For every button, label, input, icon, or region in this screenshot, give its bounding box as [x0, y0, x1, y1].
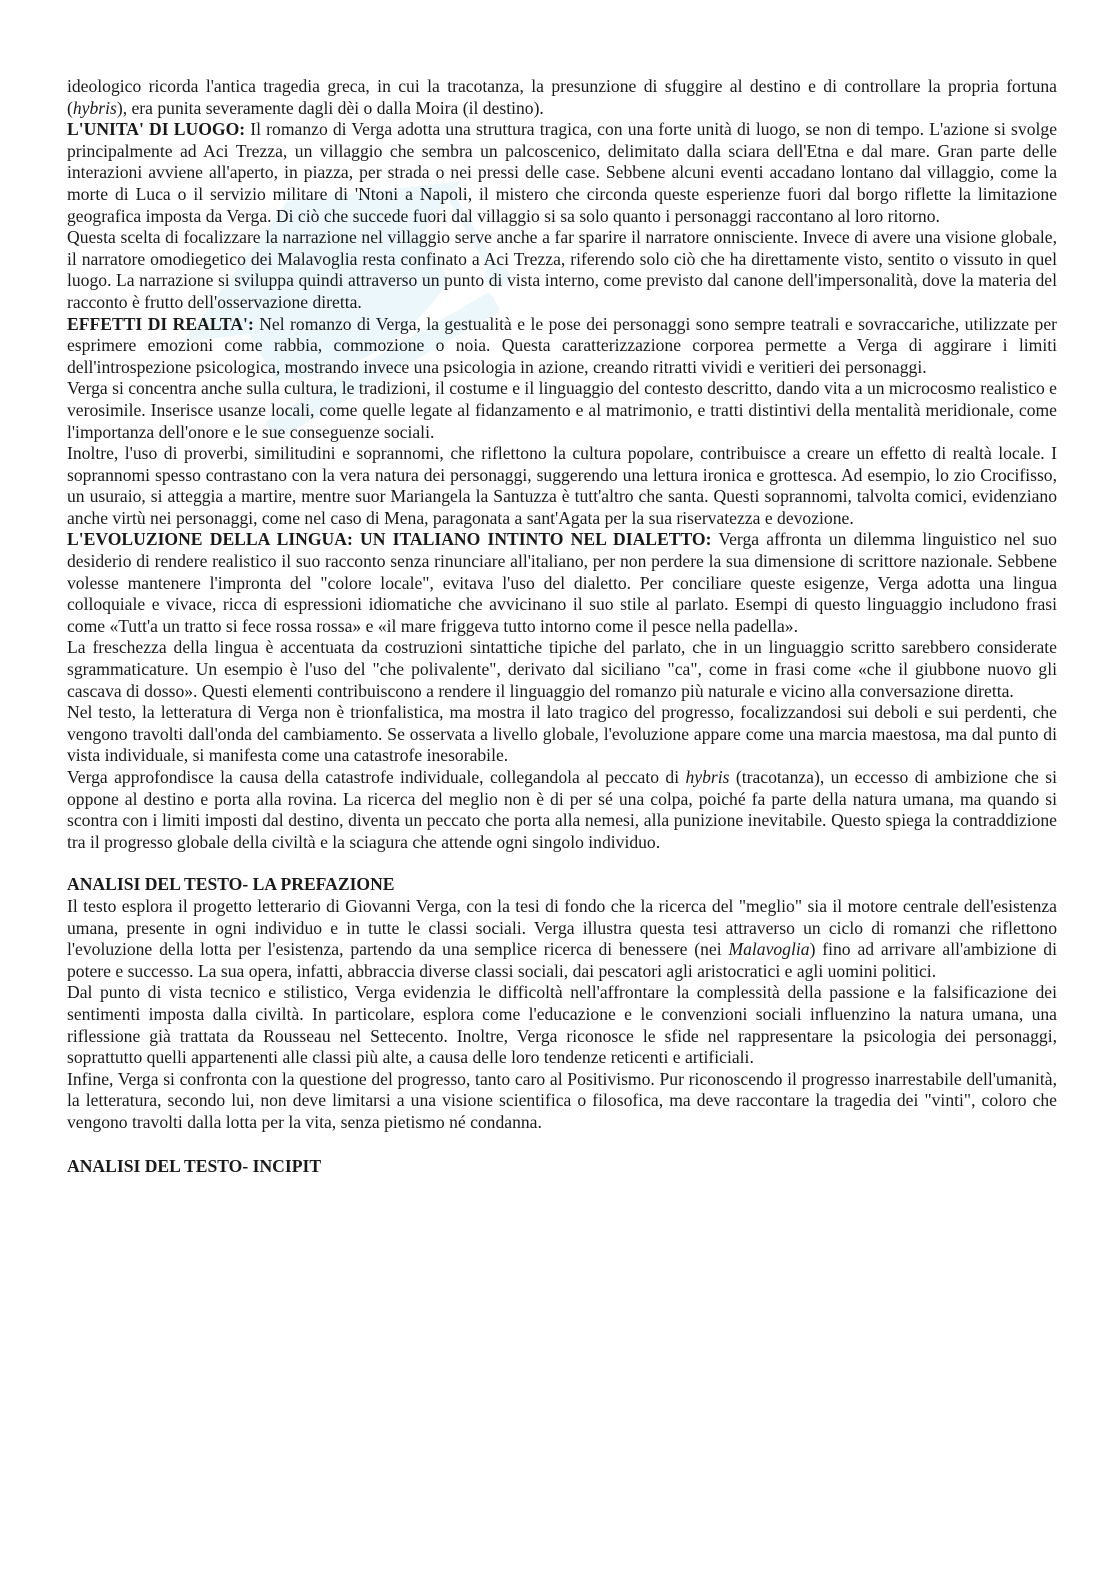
paragraph: [67, 767, 1057, 853]
section-heading-incipit: ANALISI DEL TESTO- INCIPIT: [67, 1155, 322, 1176]
paragraph: [67, 982, 1057, 1068]
paragraph: [67, 76, 1057, 119]
paragraph-text: Dal punto di vista tecnico e stilistico, Verga evidenzia le difficoltà nell'affrontare la complessità della passione e la falsificazione dei sentimenti imposta dalla civiltà. In particolare, esplora come l'educazione e le convenzioni sociali influenzino la natura umana, una riflessione già trattata da Rousseau nel Settecento. Inoltre, Verga riconosce le sfide nel rappresentare la psicologia dei personaggi, soprattutto quelli appartenenti alle classi più alte, a causa delle loro tendenze reticenti e artificiali.: [67, 982, 1057, 1068]
italic-term: hybris: [685, 767, 730, 787]
paragraph-text: ideologico ricorda l'antica tragedia greca, in cui la tracotanza, la presunzione di sfuggire al destino e di controllare la propria fortuna (: [67, 76, 1057, 118]
paragraph: [67, 1069, 1057, 1134]
paragraph: [67, 314, 1057, 379]
prefazione-text: [67, 896, 1057, 1134]
paragraph-text: Nel romanzo di Verga, la gestualità e le pose dei personaggi sono sempre teatrali e sovraccariche, utilizzate per esprimere emozioni come rabbia, commozione o noia. Questa caratterizzazione corporea permette a Verga di aggirare i limiti dell'introspezione psicologica, mostrando invece una psicologia in azione, creando ritratti vividi e veritieri dei personaggi.: [67, 313, 1057, 377]
paragraph-text: Verga affronta un dilemma linguistico nel suo desiderio di rendere realistico il suo racconto senza rinunciare all'italiano, per non perdere la sua dimensione di scrittore nazionale. Sebbene volesse mantenere l'impronta del "colore locale", evitava l'uso del dialetto. Per conciliare queste esigenze, Verga adotta una lingua colloquiale e vivace, ricca di espressioni idiomatiche che avvicinano il suo stile al parlato. Esempi di questo linguaggio includono frasi come «Tutt'a un tratto si fece rossa rossa» e «il mare friggeva tutto intorno come il pesce nella padella».: [67, 529, 1057, 636]
inline-heading: EFFETTI DI REALTA':: [67, 313, 254, 334]
paragraph-text: Verga si concentra anche sulla cultura, le tradizioni, il costume e il linguaggio del contesto descritto, dando vita a un microcosmo realistico e verosimile. Inserisce usanze locali, come quelle legate al fidanzamento e al matrimonio, e tratti distintivi della mentalità meridionale, come l'importanza dell'onore e le sue conseguenze sociali.: [67, 378, 1057, 442]
paragraph-text: Verga approfondisce la causa della catastrofe individuale, collegandola al peccato di: [67, 767, 686, 787]
paragraph: [67, 227, 1057, 313]
paragraph: [67, 529, 1057, 637]
italic-term: Malavoglia: [728, 939, 810, 960]
paragraph: [67, 119, 1057, 227]
paragraph: [67, 896, 1057, 982]
paragraph-text: Il testo esplora il progetto letterario di Giovanni Verga, con la tesi di fondo che la ricerca del "meglio" sia il motore centrale dell'esistenza umana, presente in ogni individuo e in tutte le classi sociali. Verga illustra questa tesi attraverso un ciclo di romanzi che riflettono l'evoluzione della lotta per l'esistenza, partendo da una semplice ricerca di benessere (nei: [67, 895, 1057, 960]
inline-heading: L'UNITA' DI LUOGO:: [67, 119, 246, 140]
paragraph-text: Questa scelta di focalizzare la narrazione nel villaggio serve anche a far sparire il narratore onnisciente. Invece di avere una visione globale, il narratore omodiegetico dei Malavoglia resta confinato a Aci Trezza, riferendo solo ciò che ha direttamente visto, sentito o vissuto in quel luogo. La narrazione si sviluppa quindi attraverso un punto di vista interno, come previsto dal canone dell'impersonalità, dove la materia del racconto è frutto dell'osservazione diretta.: [67, 227, 1057, 312]
paragraph-text: ), era punita severamente dagli dèi o dalla Moira (il destino).: [116, 97, 544, 118]
paragraph: [67, 378, 1057, 443]
paragraph: [67, 702, 1057, 767]
paragraph-text: Infine, Verga si confronta con la questione del progresso, tanto caro al Positivismo. Pur riconoscendo il progresso inarrestabile dell'umanità, la letteratura, secondo lui, non deve limitarsi a una visione scientifica o filosofica, ma deve raccontare la tragedia dei "vinti", coloro che vengono travolti dalla lotta per la vita, senza pietismo né condanna.: [67, 1068, 1057, 1132]
paragraph: [67, 443, 1057, 529]
main-text: [67, 76, 1057, 853]
section-heading-prefazione: ANALISI DEL TESTO- LA PREFAZIONE: [67, 874, 395, 895]
paragraph-text: Inoltre, l'uso di proverbi, similitudini e soprannomi, che riflettono la cultura popolare, contribuisce a creare un effetto di realtà locale. I soprannomi spesso contrastano con la vera natura dei personaggi, suggerendo una lettura ironica e grottesca. Ad esempio, lo zio Crocifisso, un usuraio, si atteggia a martire, mentre suor Mariangela la Santuzza è tutt'altro che santa. Questi soprannomi, talvolta comici, evidenziano anche virtù nei personaggi, come nel caso di Mena, paragonata a sant'Agata per la sua riservatezza e devozione.: [67, 443, 1057, 528]
inline-heading: L'EVOLUZIONE DELLA LINGUA: UN ITALIANO INTINTO NEL DIALETTO:: [67, 529, 712, 550]
paragraph-text: ) fino ad arrivare all'ambizione di potere e successo. La sua opera, infatti, abbraccia diverse classi sociali, dai pescatori agli aristocratici e agli uomini politici.: [67, 939, 1057, 981]
paragraph-text: Il romanzo di Verga adotta una struttura tragica, con una forte unità di luogo, se non di tempo. L'azione si svolge principalmente ad Aci Trezza, un villaggio che sembra un palcoscenico, delimitato dalla sciara dell'Etna e dal mare. Gran parte delle interazioni avviene all'aperto, in piazza, per strada o nei pressi delle case. Sebbene alcuni eventi accadano lontano dal villaggio, come la morte di Luca o il servizio militare di 'Ntoni a Napoli, il mistero che circonda queste esperienze fuori dal borgo riflette la limitazione geografica imposta da Verga. Di ciò che succede fuori dal villaggio si sa solo quanto i personaggi raccontano al loro ritorno.: [67, 119, 1057, 226]
paragraph-text: La freschezza della lingua è accentuata da costruzioni sintattiche tipiche del parlato, che in un linguaggio scritto sarebbero considerate sgrammaticature. Un esempio è l'uso del "che polivalente", derivato dal siciliano "ca", come in frasi come «che il giubbone nuovo gli cascava di dosso». Questi elementi contribuiscono a rendere il linguaggio del romanzo più naturale e vicino alla conversazione diretta.: [67, 637, 1057, 701]
document-body: [67, 76, 1057, 1177]
paragraph: [67, 637, 1057, 702]
paragraph-text: Nel testo, la letteratura di Verga non è trionfalistica, ma mostra il lato tragico del progresso, focalizzandosi sui deboli e sui perdenti, che vengono travolti dall'onda del cambiamento. Se osservata a livello globale, l'evoluzione appare come una marcia maestosa, ma dal punto di vista individuale, si manifesta come una catastrofe inesorabile.: [67, 702, 1057, 766]
italic-term: hybris: [72, 97, 117, 118]
paragraph-text: (tracotanza), un eccesso di ambizione che si oppone al destino e porta alla rovina. La ricerca del meglio non è di per sé una colpa, poiché fa parte della natura umana, ma quando si scontra con i limiti imposti dal destino, diventa un peccato che porta alla nemesi, alla punizione inevitabile. Questo spiega la contraddizione tra il progresso globale della civiltà e la sciagura che attende ogni singolo individuo.: [67, 767, 1057, 852]
